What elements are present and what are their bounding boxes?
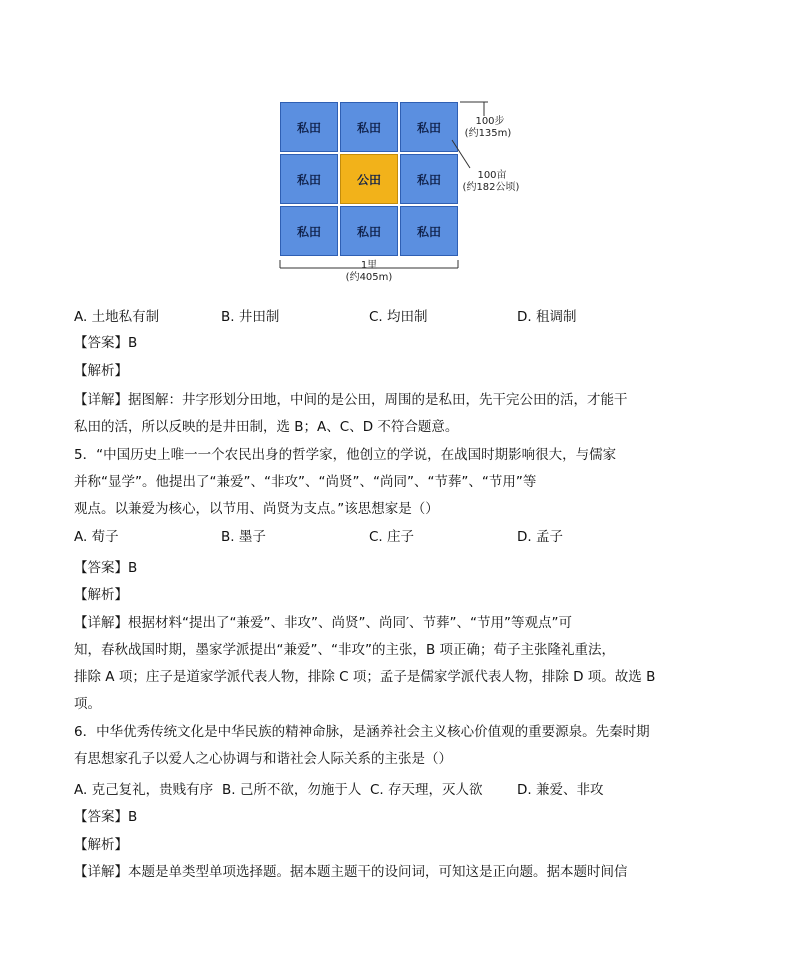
q4-detail-line: 私田的活，所以反映的是井田制，选 B；A、C、D 不符合题意。 <box>74 419 459 435</box>
q4-analysis-heading: 【解析】 <box>74 363 128 379</box>
private-field-cell: 私田 <box>340 206 398 256</box>
public-field-cell: 公田 <box>340 154 398 204</box>
q4-option-b: B. 井田制 <box>221 309 280 325</box>
private-field-cell: 私田 <box>280 154 338 204</box>
q6-option-a: A. 克己复礼，贵贱有序 <box>74 782 214 798</box>
q5-detail-line: 排除 A 项；庄子是道家学派代表人物，排除 C 项；孟子是儒家学派代表人物，排除 D 项。故选 B <box>74 669 656 685</box>
step-label: 100步 <box>475 116 505 127</box>
well-field-diagram <box>278 100 538 290</box>
q6-analysis-heading: 【解析】 <box>74 837 128 853</box>
q5-analysis-heading: 【解析】 <box>74 587 128 603</box>
q5-detail-line: 项。 <box>74 696 101 712</box>
private-field-cell: 私田 <box>400 206 458 256</box>
q5-option-c: C. 庄子 <box>369 529 415 545</box>
q4-option-c: C. 均田制 <box>369 309 428 325</box>
q5-detail-line: 知，春秋战国时期，墨家学派提出“兼爱”、“非攻”的主张，B 项正确；荀子主张隆礼重法， <box>74 642 616 658</box>
q6-option-d: D. 兼爱、非攻 <box>517 782 604 798</box>
q4-answer: 【答案】B <box>74 335 138 351</box>
q5-stem-line: 观点。以兼爱为核心，以节用、尚贤为支点。”该思想家是（） <box>74 501 439 517</box>
private-field-cell: 私田 <box>400 102 458 152</box>
private-field-cell: 私田 <box>340 102 398 152</box>
q6-answer: 【答案】B <box>74 809 138 825</box>
li-sub-label: (约405m) <box>345 272 393 283</box>
mu-sub-label: (约182公顷) <box>462 182 520 193</box>
q5-stem-line: 5．“中国历史上唯一一个农民出身的哲学家，他创立的学说，在战国时期影响很大，与儒家 <box>74 447 617 463</box>
q5-option-d: D. 孟子 <box>517 529 563 545</box>
q5-option-a: A. 荀子 <box>74 529 119 545</box>
q4-option-d: D. 租调制 <box>517 309 577 325</box>
q6-option-b: B. 己所不欲，勿施于人 <box>222 782 362 798</box>
q5-detail-line: 【详解】根据材料“提出了“兼爱”、非攻”、尚贤”、尚同′、节葬”、“节用”等观点”可 <box>74 615 573 631</box>
q6-stem-line: 6．中华优秀传统文化是中华民族的精神命脉，是涵养社会主义核心价值观的重要源泉。先秦时期 <box>74 724 650 740</box>
q4-option-a: A. 土地私有制 <box>74 309 160 325</box>
private-field-cell: 私田 <box>280 102 338 152</box>
q5-answer: 【答案】B <box>74 560 138 576</box>
q6-detail-line: 【详解】本题是单类型单项选择题。据本题主题干的设问词，可知这是正向题。据本题时间信 <box>74 864 628 880</box>
q6-option-c: C. 存天理，灭人欲 <box>370 782 483 798</box>
private-field-cell: 私田 <box>280 206 338 256</box>
q6-stem-line: 有思想家孔子以爱人之心协调与和谐社会人际关系的主张是（） <box>74 751 452 767</box>
q4-detail-line: 【详解】据图解：井字形划分田地，中间的是公田，周围的是私田，先干完公田的活，才能干 <box>74 392 628 408</box>
q5-stem-line: 并称“显学”。他提出了“兼爱”、“非攻”、“尚贤”、“尚同”、“节葬”、“节用”等 <box>74 474 537 490</box>
li-label: 1里 <box>360 260 378 271</box>
private-field-cell: 私田 <box>400 154 458 204</box>
step-sub-label: (约135m) <box>464 128 512 139</box>
mu-label: 100亩 <box>477 170 507 181</box>
q5-option-b: B. 墨子 <box>221 529 266 545</box>
